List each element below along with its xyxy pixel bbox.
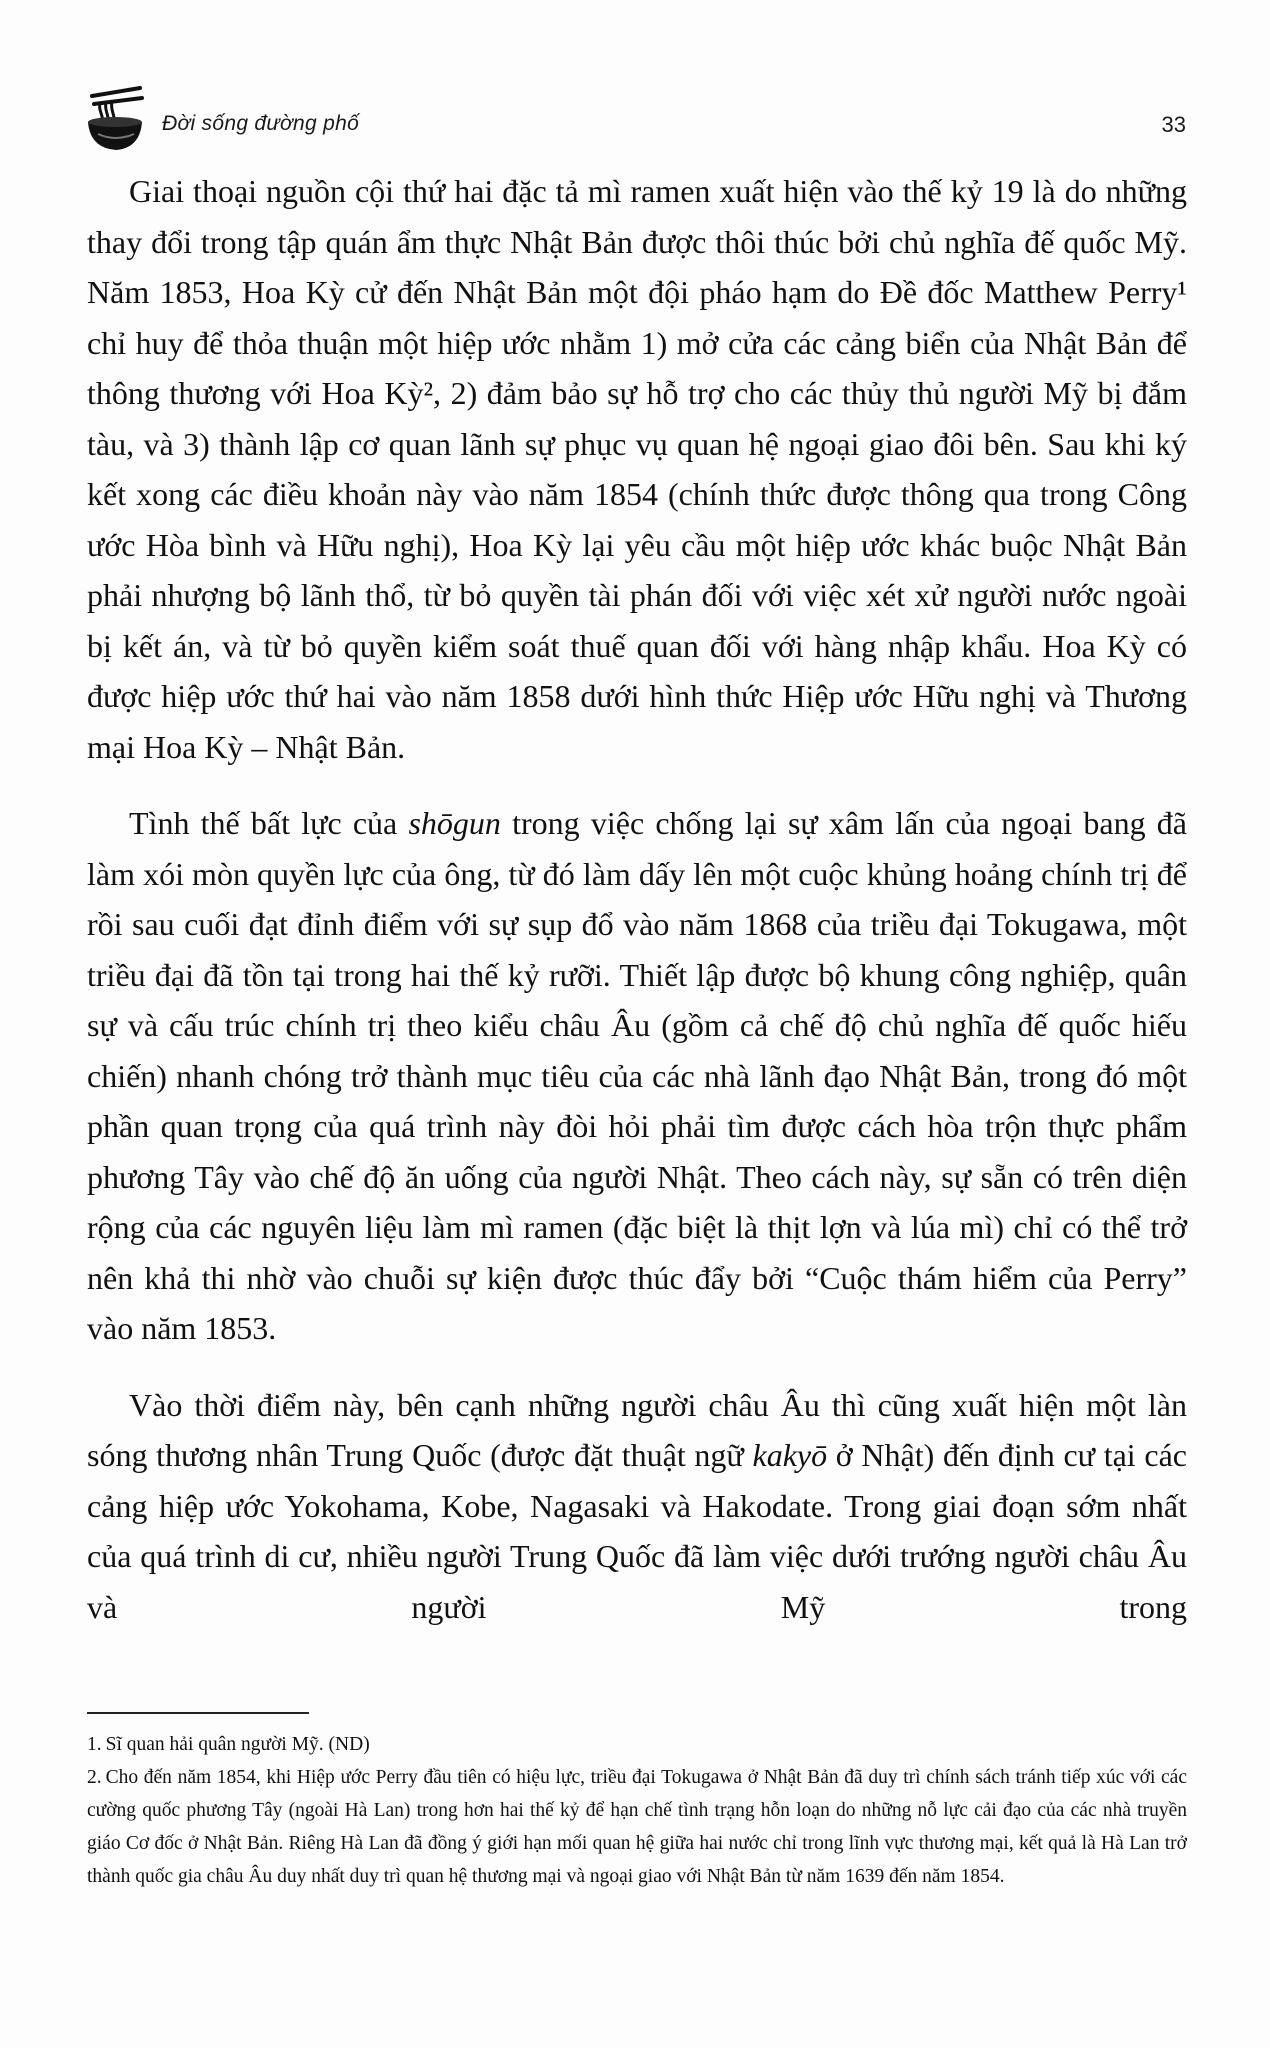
paragraph-text: Tình thế bất lực của [129, 805, 409, 841]
paragraph-text: trong việc chống lại sự xâm lấn của ngoại bang đã làm xói mòn quyền lực của ông, từ đó làm dấy lên một cuộc khủng hoảng chính trị để rồi sau cuối đạt đỉnh điểm với sự sụp đổ vào năm 1868 của triều đại Tokugawa, một triều đại đã tồn tại trong hai thế kỷ rưỡi. Thiết lập được bộ khung công nghiệp, quân sự và cấu trúc chính trị theo kiểu châu Âu (gồm cả chế độ chủ nghĩa đế quốc hiếu chiến) nhanh chóng trở thành mục tiêu của các nhà lãnh đạo Nhật Bản, trong đó một phần quan trọng của quá trình này đòi hỏi phải tìm được cách hòa trộn thực phẩm phương Tây vào chế độ ăn uống của người Nhật. Theo cách này, sự sẵn có trên diện rộng của các nguyên liệu làm mì ramen (đặc biệt là thịt lợn và lúa mì) chỉ có thể trở nên khả thi nhờ vào chuỗi sự kiện được thúc đẩy bởi “Cuộc thám hiểm của Perry” vào năm 1853. [87, 805, 1188, 1346]
running-header [84, 82, 1186, 160]
paragraph-text: Vào thời điểm này, bên cạnh những người châu Âu thì cũng xuất hiện một làn sóng thương nhân Trung Quốc (được đặt thuật ngữ [87, 1386, 1187, 1473]
paragraph-text: ở Nhật) đến định cư tại các cảng hiệp ước Yokohama, Kobe, Nagasaki và Hakodate. Trong giai đoạn sớm nhất của quá trình di cư, nhiều người Trung Quốc đã làm việc dưới trướng người châu Âu và người Mỹ trong [87, 1437, 1188, 1625]
footnote [87, 1728, 1187, 1761]
italic-term: kakyō [752, 1437, 828, 1473]
paragraph [87, 1380, 1187, 1633]
italic-term: shōgun [408, 805, 501, 841]
paragraph: Giai thoại nguồn cội thứ hai đặc tả mì ramen xuất hiện vào thế kỷ 19 là do những thay đổi trong tập quán ẩm thực Nhật Bản được thôi thúc bởi chủ nghĩa đế quốc Mỹ. Năm 1853, Hoa Kỳ cử đến Nhật Bản một đội pháo hạm do Đề đốc Matthew Perry¹ chỉ huy để thỏa thuận một hiệp ước nhằm 1) mở cửa các cảng biển của Nhật Bản để thông thương với Hoa Kỳ², 2) đảm bảo sự hỗ trợ cho các thủy thủ người Mỹ bị đắm tàu, và 3) thành lập cơ quan lãnh sự phục vụ quan hệ ngoại giao đôi bên. Sau khi ký kết xong các điều khoản này vào năm 1854 (chính thức được thông qua trong Công ước Hòa bình và Hữu nghị), Hoa Kỳ lại yêu cầu một hiệp ước khác buộc Nhật Bản phải nhượng bộ lãnh thổ, từ bỏ quyền tài phán đối với việc xét xử người nước ngoài bị kết án, và từ bỏ quyền kiểm soát thuế quan đối với hàng nhập khẩu. Hoa Kỳ có được hiệp ước thứ hai vào năm 1858 dưới hình thức Hiệp ước Hữu nghị và Thương mại Hoa Kỳ – Nhật Bản. [87, 173, 1187, 765]
footnote-number: 1. [87, 1734, 102, 1755]
page-number: 33 [1161, 112, 1186, 137]
footnote-number: 2. [87, 1767, 102, 1788]
main-text [87, 166, 1187, 1632]
footnote [87, 1761, 1187, 1893]
paragraph [87, 798, 1187, 1354]
footnote-text: Cho đến năm 1854, khi Hiệp ước Perry đầu tiên có hiệu lực, triều đại Tokugawa ở Nhật Bản đã duy trì chính sách tránh tiếp xúc với các cường quốc phương Tây (ngoài Hà Lan) trong hơn hai thế kỷ để hạn chế tình trạng hỗn loạn do những nỗ lực cải đạo của các nhà truyền giáo Cơ đốc ở Nhật Bản. Riêng Hà Lan đã đồng ý giới hạn mối quan hệ giữa hai nước chỉ trong lĩnh vực thương mại, kết quả là Hà Lan trở thành quốc gia châu Âu duy nhất duy trì quan hệ thương mại và ngoại giao với Nhật Bản từ năm 1639 đến năm 1854. [87, 1767, 1187, 1887]
footnote-divider [87, 1712, 309, 1714]
footnotes [87, 1728, 1187, 1893]
noodle-bowl-icon [84, 82, 146, 154]
footnote-text: Sĩ quan hải quân người Mỹ. (ND) [105, 1734, 370, 1755]
running-title: Đời sống đường phố [162, 112, 360, 135]
